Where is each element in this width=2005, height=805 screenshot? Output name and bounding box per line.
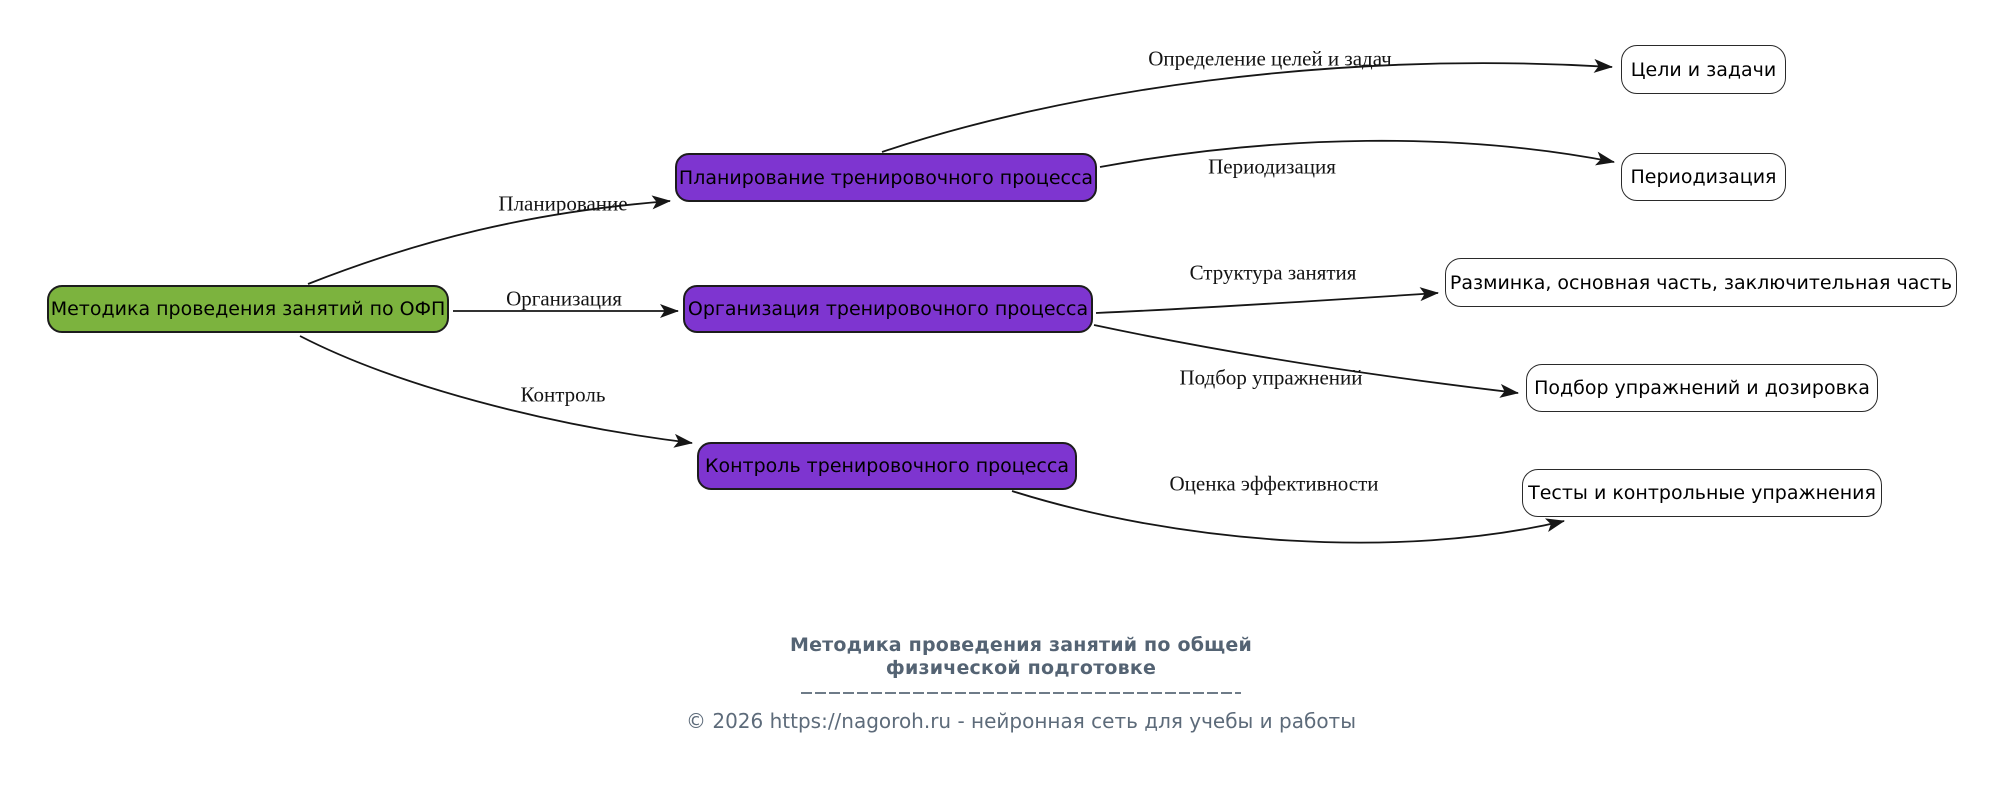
footer-divider [801,692,1241,694]
node-goals: Цели и задачи [1621,45,1786,94]
edge-label-goals: Определение целей и задач [1148,46,1392,71]
edge-control-tests [1012,491,1564,543]
edge-label-structure: Структура занятия [1189,260,1357,285]
edge-label-periodization: Периодизация [1208,154,1336,179]
node-control: Контроль тренировочного процесса [697,442,1077,490]
node-tests: Тесты и контрольные упражнения [1522,469,1882,517]
edge-label-effectiveness: Оценка эффективности [1169,471,1379,496]
node-structure: Разминка, основная часть, заключительная часть [1445,258,1957,307]
node-periodization: Периодизация [1621,153,1786,201]
edge-planning-goals [882,63,1612,152]
edge-root-control [300,336,692,443]
edge-planning-periodization [1100,141,1614,167]
edge-label-control: Контроль [520,382,606,407]
edge-label-planning: Планирование [498,191,628,216]
footer [686,634,1356,733]
edge-organization-structure [1096,293,1438,313]
edge-label-exercises: Подбор упражнений [1179,365,1363,390]
node-organization: Организация тренировочного процесса [683,285,1093,333]
footer-title [790,634,1252,680]
footer-title-line1: Методика проведения занятий по общей [789,634,1252,656]
footer-title-line2: физической подготовке [885,657,1157,679]
node-planning: Планирование тренировочного процесса [675,153,1097,202]
footer-copyright: © 2026 https://nagoroh.ru - нейронная сеть для учебы и работы [685,709,1357,733]
node-root: Методика проведения занятий по ОФП [47,285,449,333]
edge-label-organization: Организация [506,286,622,311]
node-exercises: Подбор упражнений и дозировка [1526,364,1878,412]
